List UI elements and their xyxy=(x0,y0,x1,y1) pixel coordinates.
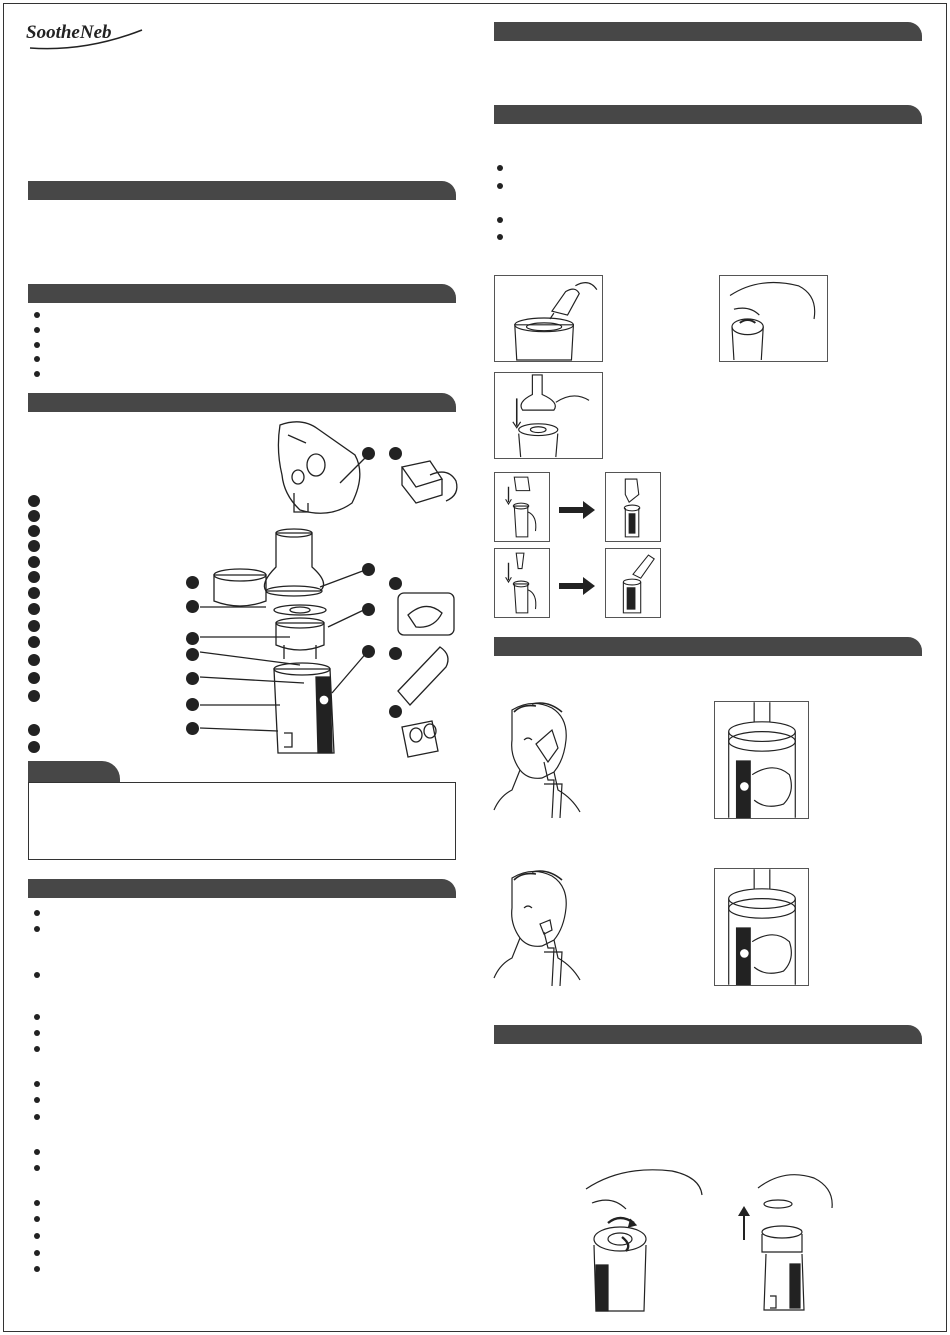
bullet xyxy=(34,356,40,362)
page-frame xyxy=(3,3,947,1332)
diagram-callout xyxy=(389,647,402,660)
illustration-mask-step-2 xyxy=(605,472,661,542)
diagram-callout xyxy=(186,576,199,589)
diagram-callout xyxy=(186,722,199,735)
illustration-user-mouthpiece xyxy=(492,868,584,986)
diagram-callout xyxy=(362,563,375,576)
section-bar-3 xyxy=(28,393,456,412)
part-number xyxy=(28,724,40,736)
bullet xyxy=(34,327,40,333)
part-number xyxy=(28,495,40,507)
bullet xyxy=(34,1165,40,1171)
diagram-callout xyxy=(362,645,375,658)
part-number xyxy=(28,620,40,632)
note-box xyxy=(28,782,456,860)
section-bar-6 xyxy=(494,105,922,124)
part-number xyxy=(28,587,40,599)
illustration-remove-cap xyxy=(582,1165,704,1315)
diagram-callout xyxy=(186,600,199,613)
illustration-lift-mesh xyxy=(734,1168,844,1314)
part-number xyxy=(28,510,40,522)
bullet xyxy=(34,1250,40,1256)
illustration-mask-step-1 xyxy=(494,472,550,542)
section-bar-8 xyxy=(494,1025,922,1044)
part-number xyxy=(28,540,40,552)
bullet xyxy=(34,1233,40,1239)
brand-logo xyxy=(26,18,146,54)
section-bar-7 xyxy=(494,637,922,656)
bullet xyxy=(34,926,40,932)
bullet xyxy=(34,1149,40,1155)
bullet xyxy=(497,217,503,223)
section-bar-4 xyxy=(28,879,456,898)
diagram-callout xyxy=(186,632,199,645)
bullet xyxy=(34,1216,40,1222)
logo-wordmark: SootheNeb xyxy=(26,22,112,43)
illustration-press-button-2 xyxy=(714,868,809,986)
part-number xyxy=(28,636,40,648)
section-bar-2 xyxy=(28,284,456,303)
part-number xyxy=(28,741,40,753)
bullet xyxy=(497,183,503,189)
bullet xyxy=(34,312,40,318)
illustration-user-mask xyxy=(492,700,584,818)
diagram-callout xyxy=(362,603,375,616)
logo-swoosh xyxy=(26,18,146,54)
bullet xyxy=(34,1200,40,1206)
pointer-arrow-icon xyxy=(557,576,597,596)
part-number xyxy=(28,525,40,537)
part-number xyxy=(28,603,40,615)
diagram-callout xyxy=(389,705,402,718)
parts-diagram xyxy=(180,415,470,765)
illustration-press-button xyxy=(714,701,809,819)
section-bar-5 xyxy=(494,22,922,41)
part-number xyxy=(28,654,40,666)
bullet xyxy=(34,1266,40,1272)
bullet xyxy=(34,1097,40,1103)
bullet xyxy=(497,234,503,240)
diagram-callout xyxy=(389,447,402,460)
illustration-attach-chamber xyxy=(494,372,603,459)
part-number xyxy=(28,556,40,568)
bullet xyxy=(34,1081,40,1087)
part-number xyxy=(28,571,40,583)
diagram-callout xyxy=(186,672,199,685)
diagram-callout xyxy=(186,648,199,661)
bullet xyxy=(34,1046,40,1052)
bullet xyxy=(34,1030,40,1036)
illustration-mouthpiece-step-2 xyxy=(605,548,661,618)
pointer-arrow-icon xyxy=(557,500,597,520)
up-arrow-icon xyxy=(738,1206,750,1240)
bullet xyxy=(34,910,40,916)
part-number xyxy=(28,690,40,702)
diagram-callout xyxy=(362,447,375,460)
part-number xyxy=(28,672,40,684)
section-bar-1 xyxy=(28,181,456,200)
illustration-twist-cap xyxy=(719,275,828,362)
bullet xyxy=(34,972,40,978)
bullet xyxy=(34,1014,40,1020)
illustration-fill-medication xyxy=(494,275,603,362)
bullet xyxy=(497,165,503,171)
diagram-callout xyxy=(389,577,402,590)
note-tab xyxy=(28,761,120,783)
bullet xyxy=(34,342,40,348)
diagram-callout xyxy=(186,698,199,711)
illustration-mouthpiece-step-1 xyxy=(494,548,550,618)
bullet xyxy=(34,1114,40,1120)
bullet xyxy=(34,371,40,377)
